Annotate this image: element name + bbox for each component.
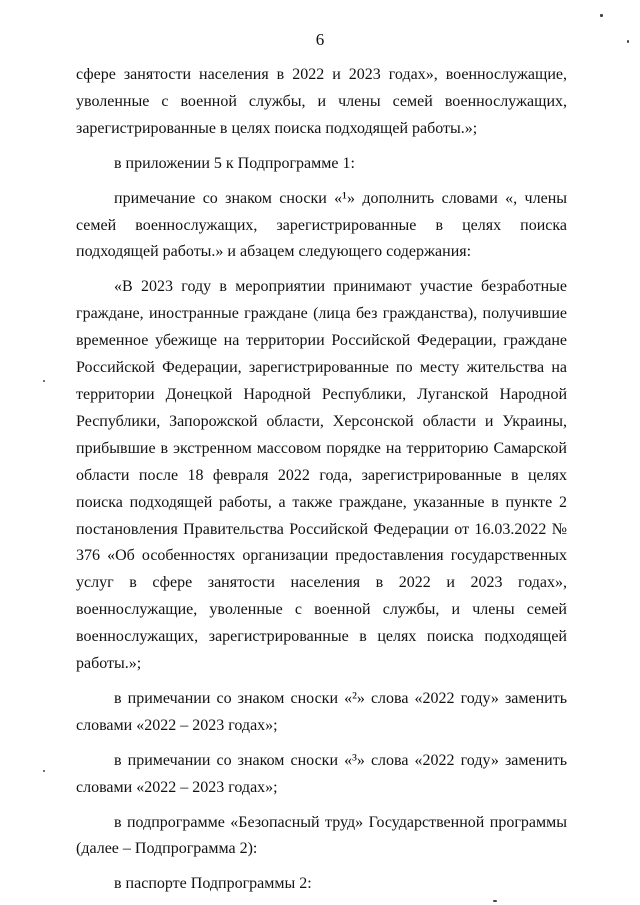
- page-number: 6: [315, 30, 325, 49]
- scan-speck: [43, 770, 45, 772]
- scan-speck: [627, 40, 629, 43]
- paragraph-5: в примечании со знаком сноски «²» слова «2022 году» заменить словами «2022 – 2023 годах»;: [76, 689, 567, 734]
- scan-speck: [600, 14, 603, 17]
- paragraph-4: «В 2023 году в мероприятии принимают участие безработные граждане, иностранные граждане (лица без гражданства), получившие временное убежище на территории Российской Федерации, граждане Российской Федерации, зарегистрированные по месту жительства на территории Донецкой Народной Республики, Луганской Народной Республики, Запорожской области, Херсонской области и Украины, прибывшие в экстренном массовом порядке на территорию Самарской области после 18 февраля 2022 года, зарегистрированные в целях поиска подходящей работы, а также граждане, указанные в пункте 2 постановления Правительства Российской Федерации от 16.03.2022 № 376 «Об особенностях организации предоставления государственных услуг в сфере занятости населения в 2022 и 2023 годах», военнослужащие, уволенные с военной службы, и члены семей военнослужащих, зарегистрированные в целях поиска подходящей работы.»;: [76, 278, 567, 673]
- paragraph-1: сфере занятости населения в 2022 и 2023 годах», военнослужащие, уволенные с военной службы, и члены семей военнослужащих, зарегистрированные в целях поиска подходящей работы.»;: [76, 66, 567, 137]
- paragraph-2: в приложении 5 к Подпрограмме 1:: [114, 154, 355, 172]
- paragraph-3: примечание со знаком сноски «¹» дополнить словами «, члены семей военнослужащих, зарегистрированные в целях поиска подходящей работы.» и абзацем следующего содержания:: [76, 189, 567, 261]
- document-body: [76, 62, 567, 898]
- paragraph-7: в подпрограмме «Безопасный труд» Государственной программы (далее – Подпрограмма 2):: [76, 813, 567, 858]
- paragraph-8: в паспорте Подпрограммы 2:: [114, 875, 312, 893]
- scan-speck: [493, 900, 497, 902]
- paragraph-6: в примечании со знаком сноски «³» слова «2022 году» заменить словами «2022 – 2023 годах»;: [76, 751, 567, 796]
- scan-speck: [43, 380, 45, 382]
